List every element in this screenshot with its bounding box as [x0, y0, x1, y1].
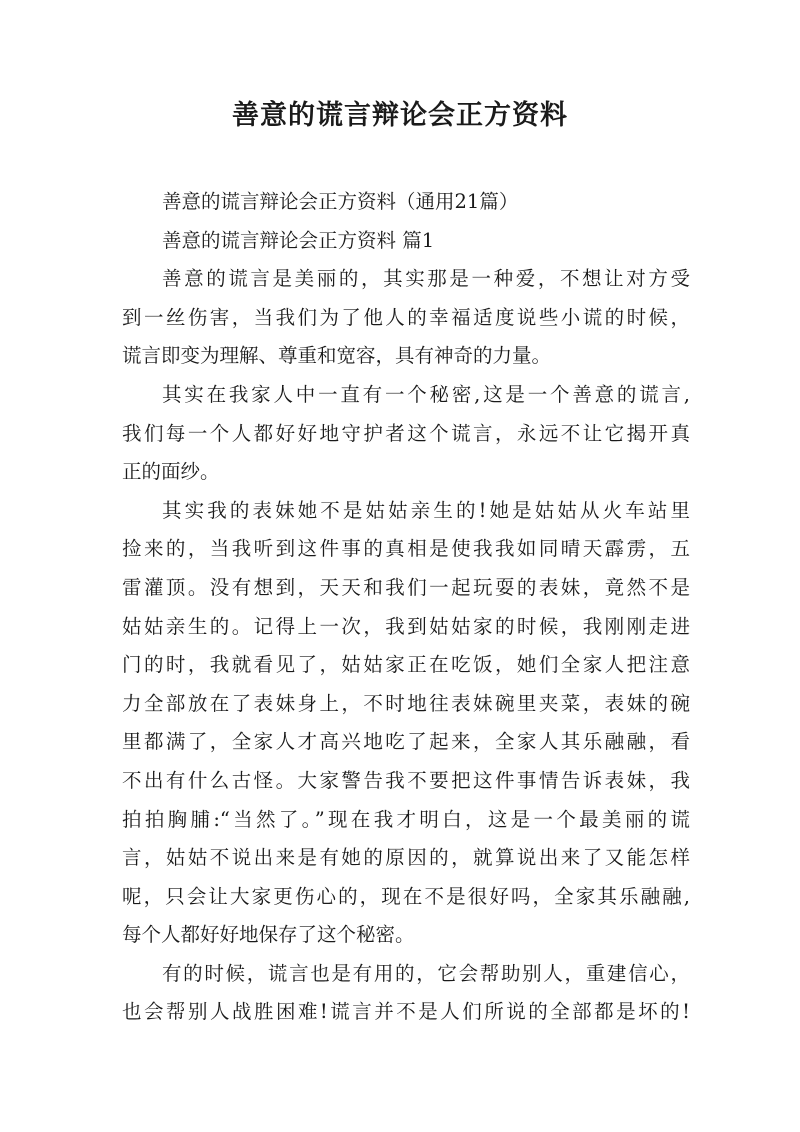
document-title: 善意的谎言辩论会正方资料: [232, 100, 568, 131]
body-text-line: 呢，只会让大家更伤心的，现在不是很好吗，全家其乐融融,: [122, 884, 690, 908]
body-text-line: 有的时候，谎言也是有用的，它会帮助别人，重建信心，: [162, 961, 690, 985]
body-text-line: 善意的谎言辩论会正方资料（通用21篇）: [162, 190, 519, 213]
body-text-line: 拍拍胸脯:“当然了。”现在我才明白，这是一个最美丽的谎: [122, 807, 690, 831]
body-text-line: 其实我的表妹她不是姑姑亲生的!她是姑姑从火车站里: [162, 498, 690, 522]
body-text-line: 言，姑姑不说出来是有她的原因的，就算说出来了又能怎样: [122, 846, 690, 870]
body-text-line: 不出有什么古怪。大家警告我不要把这件事情告诉表妹，我: [122, 768, 690, 792]
body-text-line: 正的面纱。: [122, 460, 220, 484]
body-text-line: 也会帮别人战胜困难!谎言并不是人们所说的全部都是坏的!: [122, 1000, 690, 1024]
body-text-line: 我们每一个人都好好地守护者这个谎言，永远不让它揭开真: [122, 421, 690, 445]
body-text-line: 善意的谎言辩论会正方资料 篇1: [162, 228, 435, 252]
body-text-line: 每个人都好好地保存了这个秘密。: [122, 923, 415, 947]
body-text-line: 姑姑亲生的。记得上一次，我到姑姑家的时候，我刚刚走进: [122, 614, 690, 638]
body-text-line: 到一丝伤害，当我们为了他人的幸福适度说些小谎的时候，: [122, 305, 690, 329]
document-body: [122, 183, 690, 1032]
body-text-line: 里都满了，全家人才高兴地吃了起来，全家人其乐融融，看: [122, 730, 690, 754]
body-text-line: 力全部放在了表妹身上，不时地往表妹碗里夹菜，表妹的碗: [122, 691, 690, 715]
body-text-line: 其实在我家人中一直有一个秘密,这是一个善意的谎言,: [162, 382, 690, 406]
body-text-line: 善意的谎言是美丽的，其实那是一种爱，不想让对方受: [162, 267, 690, 291]
body-text-line: 门的时，我就看见了，姑姑家正在吃饭，她们全家人把注意: [122, 653, 690, 677]
body-text-line: 雷灌顶。没有想到，天天和我们一起玩耍的表妹，竟然不是: [122, 575, 690, 599]
body-text-line: 捡来的，当我听到这件事的真相是使我我如同晴天霹雳，五: [122, 537, 690, 561]
body-text-line: 谎言即变为理解、尊重和宽容，具有神奇的力量。: [122, 344, 552, 368]
